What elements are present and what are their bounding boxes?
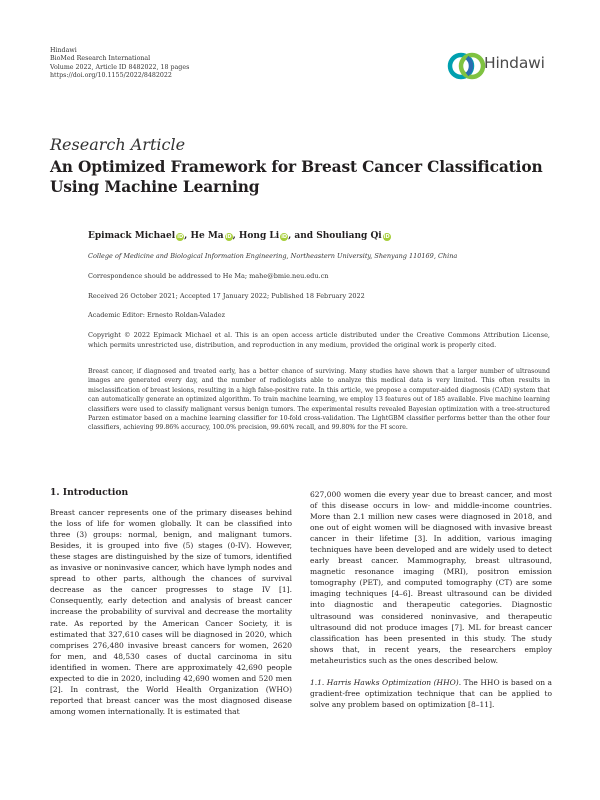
- orcid-icon[interactable]: iD: [383, 234, 390, 240]
- correspondence: Correspondence should be addressed to He Ma; mahe@bmie.neu.edu.cn: [88, 272, 329, 280]
- right-column: [310, 489, 552, 710]
- journal-name: BioMed Research International: [50, 55, 151, 63]
- publisher-name: Hindawi: [50, 47, 77, 54]
- author-separator: ,: [232, 231, 239, 241]
- orcid-icon[interactable]: iD: [177, 234, 184, 240]
- body-paragraph: 627,000 women die every year due to breast cancer, and most of this disease occurs in low- and middle-income countries. More than 2.1 million new cases were diagnosed in 2018, and one out of eight women will be diagnosed with invasive breast cancer in their lifetime [3]. In addition, various imaging techniques have been developed and are widely used to detect early breast cancer. Mammography, breast ultrasound, magnetic resonance imaging (MRI), positron emission tomography (PET), and computed tomography (CT) are some imaging techniques [4–6]. Breast ultrasound can be divided into diagnostic and therapeutic categories. Diagnostic ultrasound was considered noninvasive, and therapeutic ultrasound did not produce images [7]. ML for breast cancer classification has been presented in this study. The study shows that, in recent years, the researchers employ metaheuristics such as the ones described below.: [310, 490, 552, 665]
- subsection-paragraph: [310, 677, 552, 710]
- left-column: [50, 487, 292, 717]
- author-name[interactable]: Epimack Michael: [88, 231, 176, 241]
- abstract: Breast cancer, if diagnosed and treated early, has a better chance of surviving. Many studies have shown that a larger number of ultrasound images are generated every day, and the number of radiologists able to analyze this medical data is very limited. This often results in misclassification of breast lesions, resulting in a high false-positive rate. In this article, we propose a computer-aided diagnosis (CAD) system that can automatically generate an optimized algorithm. To train machine learning, we employ 13 features out of 185 available. Five machine learning classifiers were used to classify malignant versus benign tumors. The experimental results revealed Bayesian optimization with a tree-structured Parzen estimator based on a machine learning classifier for 10-fold cross-validation. The LightGBM classifier performs better than the other four classifiers, achieving 99.86% accuracy, 100.0% precision, 99.60% recall, and 99.80% for the FI score.: [88, 368, 550, 432]
- section-heading: 1. Introduction: [50, 487, 129, 498]
- copyright-notice: Copyright © 2022 Epimack Michael et al. This is an open access article distributed under the Creative Commons Attribution License, which permits unrestricted use, distribution, and reproduction in any medium, provided the original work is properly cited.: [88, 331, 550, 349]
- volume-line: Volume 2022, Article ID 8482022, 18 pages: [50, 63, 190, 71]
- article-dates: Received 26 October 2021; Accepted 17 January 2022; Published 18 February 2022: [88, 292, 365, 300]
- author-separator: , and: [288, 231, 317, 241]
- author-name[interactable]: He Ma: [190, 231, 224, 241]
- author-list: [88, 231, 391, 241]
- affiliation: College of Medicine and Biological Information Engineering, Northeastern University, Shenyang 110169, China: [88, 252, 458, 260]
- academic-editor: Academic Editor: Ernesto Roldan-Valadez: [88, 311, 226, 319]
- author-name[interactable]: Shouliang Qi: [316, 231, 382, 241]
- doi-link[interactable]: https://doi.org/10.1155/2022/8482022: [50, 72, 172, 80]
- subsection-heading: 1.1. Harris Hawks Optimization (HHO).: [310, 677, 462, 687]
- article-type: Research Article: [50, 135, 186, 154]
- body-paragraph: Breast cancer represents one of the primary diseases behind the loss of life for women globally. It can be classified into three (3) groups: normal, benign, and malignant tumors. Besides, it is grouped into five (5) stages (0-IV). However, these stages are distinguished by the size of tumors, identified as invasive or noninvasive cancer, which have lymph nodes and spread to other parts, although the chances of survival decrease as the cancer progresses to stage IV [1]. Consequently, early detection and analysis of breast cancer increase the probability of survival and decrease the mortality rate. As reported by the American Cancer Society, it is estimated that 327,610 cases will be diagnosed in 2020, which comprises 276,480 invasive breast cancers for women, 2620 for men, and 48,530 cases of ductal carcinoma in situ identified in women. There are approximately 42,690 people expected to die in 2020, including 42,690 women and 520 men [2]. In contrast, the World Health Organization (WHO) reported that breast cancer was the most diagnosed disease among women internationally. It is estimated that: [50, 508, 292, 716]
- hindawi-wordmark: Hindawi: [484, 54, 545, 72]
- author-separator: ,: [184, 231, 191, 241]
- author-name[interactable]: Hong Li: [238, 231, 280, 241]
- article-title: An Optimized Framework for Breast Cancer Classification Using Machine Learning: [50, 158, 543, 196]
- orcid-icon[interactable]: iD: [281, 234, 288, 240]
- orcid-icon[interactable]: iD: [225, 234, 232, 240]
- subsection-text: The HHO is based on a gradient-free optimization technique that can be applied to solve any problem based on optimization [8–11].: [310, 677, 553, 709]
- journal-masthead: [50, 47, 189, 81]
